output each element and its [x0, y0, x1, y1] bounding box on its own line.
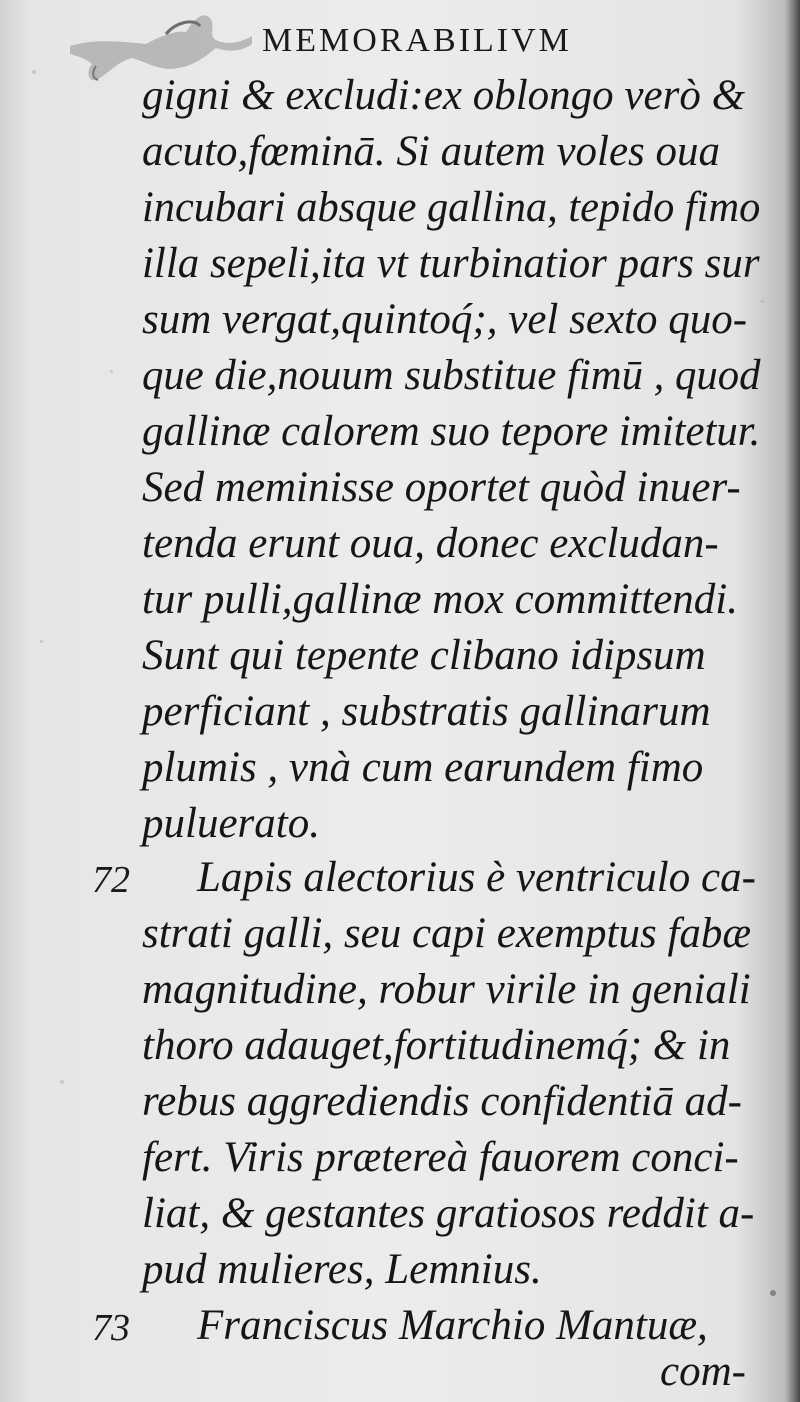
page-edge-shadow	[786, 0, 800, 1402]
text-line: tur pulli,gallinæ mox committendi.	[142, 576, 738, 623]
text-line: thoro adauget,fortitudinemq́; & in	[142, 1022, 731, 1069]
text-line: strati galli, seu capi exemptus fabæ	[142, 910, 752, 957]
text-line: que die,nouum substitue fimū , quod	[142, 352, 761, 399]
text-line: Franciscus Marchio Mantuæ,	[197, 1302, 708, 1349]
text-line: Sed meminisse oportet quòd inuer-	[142, 464, 741, 511]
text-line: puluerato.	[142, 800, 320, 847]
section-number: 72	[92, 859, 130, 901]
text-line: plumis , vnà cum earundem fimo	[142, 744, 704, 791]
text-line: perficiant , substratis gallinarum	[142, 688, 711, 735]
text-line: illa sepeli,ita vt turbinatior pars sur	[142, 240, 760, 287]
text-line: fert. Viris prætereà fauorem conci-	[142, 1134, 739, 1181]
text-line: incubari absque gallina, tepido fimo	[142, 184, 761, 231]
text-line: gallinæ calorem suo tepore imitetur.	[142, 408, 761, 455]
running-head: MEMORABILIVM	[262, 22, 572, 59]
text-line: magnitudine, robur virile in geniali	[142, 966, 751, 1013]
text-line: liat, & gestantes gratiosos reddit a-	[142, 1190, 755, 1237]
catchword: com-	[660, 1348, 746, 1395]
text-line: tenda erunt oua, donec excludan-	[142, 520, 719, 567]
text-line: rebus aggrediendis confidentiā ad-	[142, 1078, 742, 1125]
section-number: 73	[92, 1307, 130, 1349]
text-line: sum vergat,quintoq́;, vel sexto quo-	[142, 296, 748, 343]
text-line: acuto,fœminā. Si autem voles oua	[142, 128, 721, 175]
text-line: Sunt qui tepente clibano idipsum	[142, 632, 706, 679]
text-line: Lapis alectorius è ventriculo ca-	[197, 854, 756, 901]
text-line: pud mulieres, Lemnius.	[142, 1246, 542, 1293]
text-line: gigni & excludi:ex oblongo verò &	[142, 72, 746, 119]
